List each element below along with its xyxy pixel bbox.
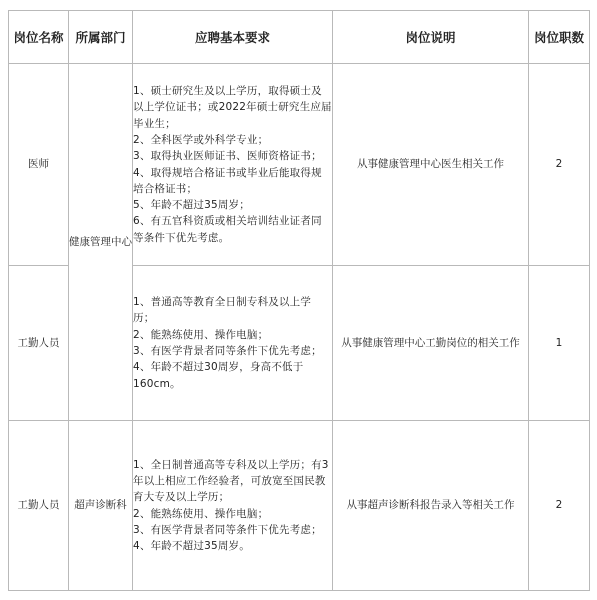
count-cell: 1 [529, 266, 590, 421]
requirement-item: 4、年龄不超过30周岁，身高不低于160cm。 [133, 361, 304, 390]
requirement-item: 1、硕士研究生及以上学历，取得硕士及以上学位证书；或2022年硕士研究生应届毕业生； [133, 85, 332, 130]
header-requirements: 应聘基本要求 [133, 11, 333, 64]
requirement-item: 2、能熟练使用、操作电脑； [133, 507, 269, 520]
requirement-item: 2、能熟练使用、操作电脑； [133, 328, 269, 341]
requirement-item: 4、年龄不超过35周岁。 [133, 540, 250, 553]
position-cell: 工勤人员 [9, 266, 69, 421]
count-cell: 2 [529, 421, 590, 591]
requirement-item: 6、有五官科资质或相关培训结业证者同等条件下优先考虑。 [133, 215, 322, 244]
count-cell: 2 [529, 64, 590, 266]
description-cell: 从事超声诊断科报告录入等相关工作 [333, 421, 529, 591]
header-department: 所属部门 [69, 11, 133, 64]
table-row [9, 421, 590, 591]
table-row [9, 64, 590, 266]
requirements-cell [133, 421, 333, 591]
header-description: 岗位说明 [333, 11, 529, 64]
requirement-item: 3、有医学背景者同等条件下优先考虑； [133, 523, 322, 536]
description-cell: 从事健康管理中心工勤岗位的相关工作 [333, 266, 529, 421]
requirement-item: 3、取得执业医师证书、医师资格证书； [133, 150, 322, 163]
requirement-item: 1、普通高等教育全日制专科及以上学历； [133, 296, 312, 325]
requirement-item: 1、全日制普通高等专科及以上学历；有3年以上相应工作经验者，可放宽至国民教育大专及以上学历； [133, 458, 329, 504]
table-header-row [9, 11, 590, 64]
requirement-item: 5、年龄不超过35周岁； [133, 199, 250, 212]
requirements-cell [133, 266, 333, 421]
header-position: 岗位名称 [9, 11, 69, 64]
department-cell: 超声诊断科 [69, 421, 133, 591]
position-cell: 医师 [9, 64, 69, 266]
description-cell: 从事健康管理中心医生相关工作 [333, 64, 529, 266]
requirement-item: 3、有医学背景者同等条件下优先考虑； [133, 345, 322, 357]
position-cell: 工勤人员 [9, 421, 69, 591]
requirement-item: 2、全科医学或外科学专业； [133, 133, 269, 146]
requirements-cell [133, 64, 333, 266]
recruitment-table [8, 10, 590, 591]
department-cell-merged: 健康管理中心 [69, 64, 133, 421]
requirement-item: 4、取得规培合格证书或毕业后能取得规培合格证书； [133, 166, 322, 195]
header-count: 岗位职数 [529, 11, 590, 64]
